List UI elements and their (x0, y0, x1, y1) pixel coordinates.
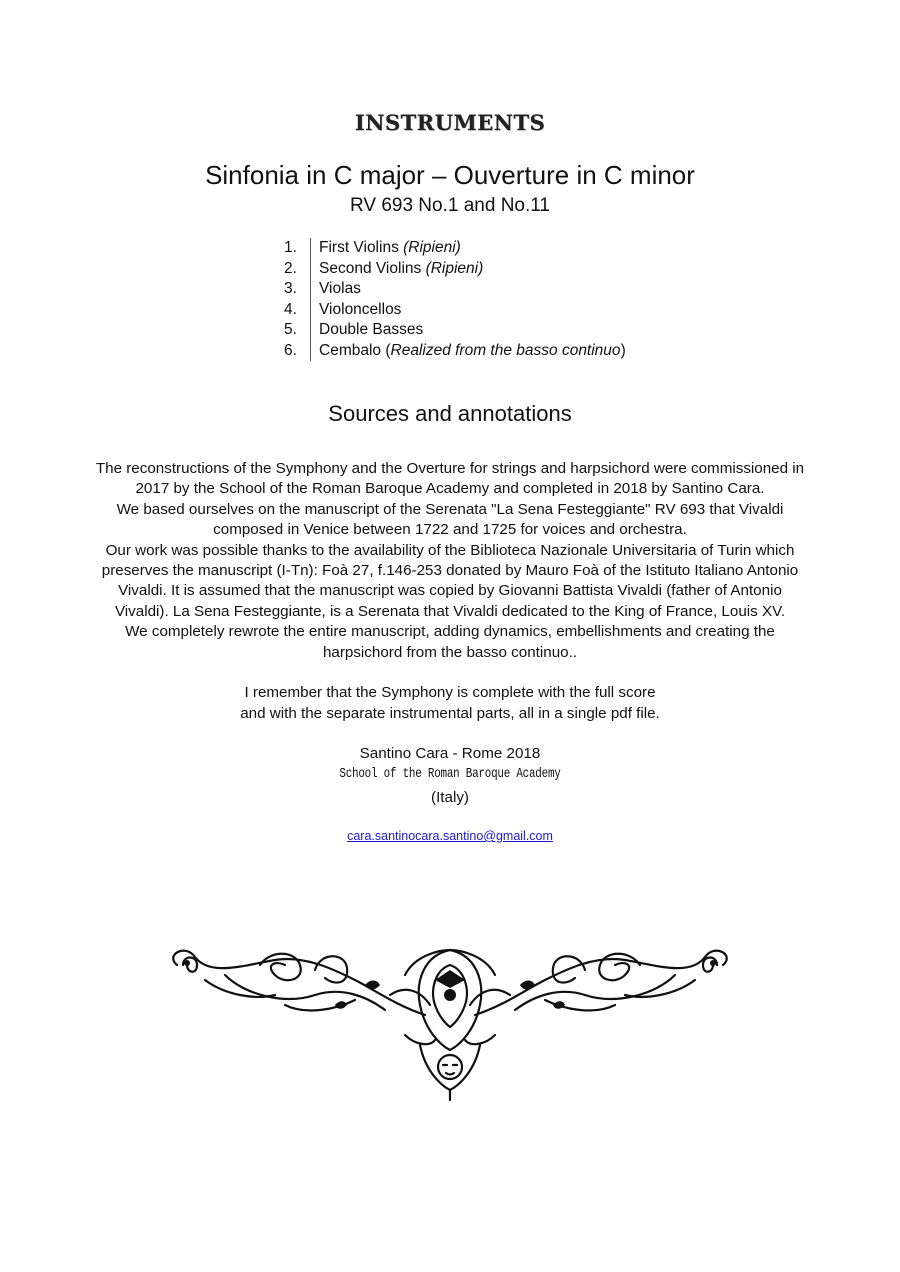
list-item-label: Violas (319, 280, 361, 297)
remember-note (80, 682, 820, 724)
remember-line: and with the separate instrumental parts, all in a single pdf file. (240, 705, 660, 722)
list-item (284, 300, 684, 321)
list-item-number: 1. (284, 239, 297, 256)
list-item-number: 5. (284, 321, 297, 338)
list-divider (310, 320, 311, 341)
piece-title: Sinfonia in C major – Ouverture in C minor (205, 160, 695, 190)
catalog-subtitle: RV 693 No.1 and No.11 (350, 195, 550, 216)
list-item-number: 2. (284, 259, 297, 277)
instrument-list (284, 238, 684, 361)
list-item-number: 3. (284, 280, 297, 297)
email-link[interactable]: cara.santinocara.santino@gmail.com (347, 829, 553, 843)
list-item (284, 341, 684, 362)
paragraph-line: We completely rewrote the entire manuscript, adding dynamics, embellishments and creating the (125, 623, 775, 641)
paragraph-line: harpsichord from the basso continuo.. (322, 643, 578, 661)
remember-line: I remember that the Symphony is complete with the full score (244, 684, 656, 701)
list-divider (310, 259, 311, 280)
list-item (284, 279, 684, 300)
paragraph-line: Vivaldi. It is assumed that the manuscript was copied by Giovanni Battista Vivaldi (father of Antonio (118, 582, 782, 600)
paragraph-line: We based ourselves on the manuscript of the Serenata "La Sena Festeggiante" RV 693 that Vivaldi (116, 500, 784, 518)
list-item-label: Double Basses (319, 321, 424, 338)
paragraph-line: Vivaldi). La Sena Festeggiante, is a Serenata that Vivaldi dedicated to the King of France, Louis XV. (114, 602, 786, 620)
paragraph-line: composed in Venice between 1722 and 1725 for voices and orchestra. (213, 521, 687, 539)
list-item-label: First Violins (Ripieni) (319, 239, 461, 256)
list-item-number: 4. (284, 300, 297, 318)
sources-paragraph (80, 459, 820, 663)
list-item (284, 238, 684, 259)
list-divider (310, 300, 311, 321)
list-item-label: Cembalo (Realized from the basso continuo) (319, 341, 626, 359)
list-item (284, 320, 684, 341)
paragraph-line: The reconstructions of the Symphony and the Overture for strings and harpsichord were commissioned in (95, 460, 805, 477)
school-name: School of the Roman Baroque Academy (339, 766, 561, 782)
baroque-scroll-ornament-icon (165, 935, 735, 1105)
paragraph-line: 2017 by the School of the Roman Baroque Academy and completed in 2018 by Santino Cara. (135, 480, 765, 498)
paragraph-line: preserves the manuscript (I-Tn): Foà 27, f.146-253 donated by Mauro Foà of the Istituto Italiano Antonio (101, 562, 799, 580)
list-item-label: Second Violins (Ripieni) (319, 259, 484, 277)
country-label: (Italy) (431, 789, 469, 806)
sources-heading: Sources and annotations (328, 401, 572, 426)
list-item (284, 259, 684, 280)
list-divider (310, 341, 311, 362)
instruments-heading: INSTRUMENTS (354, 110, 546, 135)
list-divider (310, 279, 311, 300)
list-divider (310, 238, 311, 259)
email-link-container (0, 829, 900, 843)
paragraph-line: Our work was possible thanks to the availability of the Biblioteca Nazionale Universitaria of Turin which (105, 541, 795, 559)
list-item-number: 6. (284, 341, 297, 359)
author-signature: Santino Cara - Rome 2018 (359, 745, 541, 762)
list-item-label: Violoncellos (319, 300, 402, 318)
